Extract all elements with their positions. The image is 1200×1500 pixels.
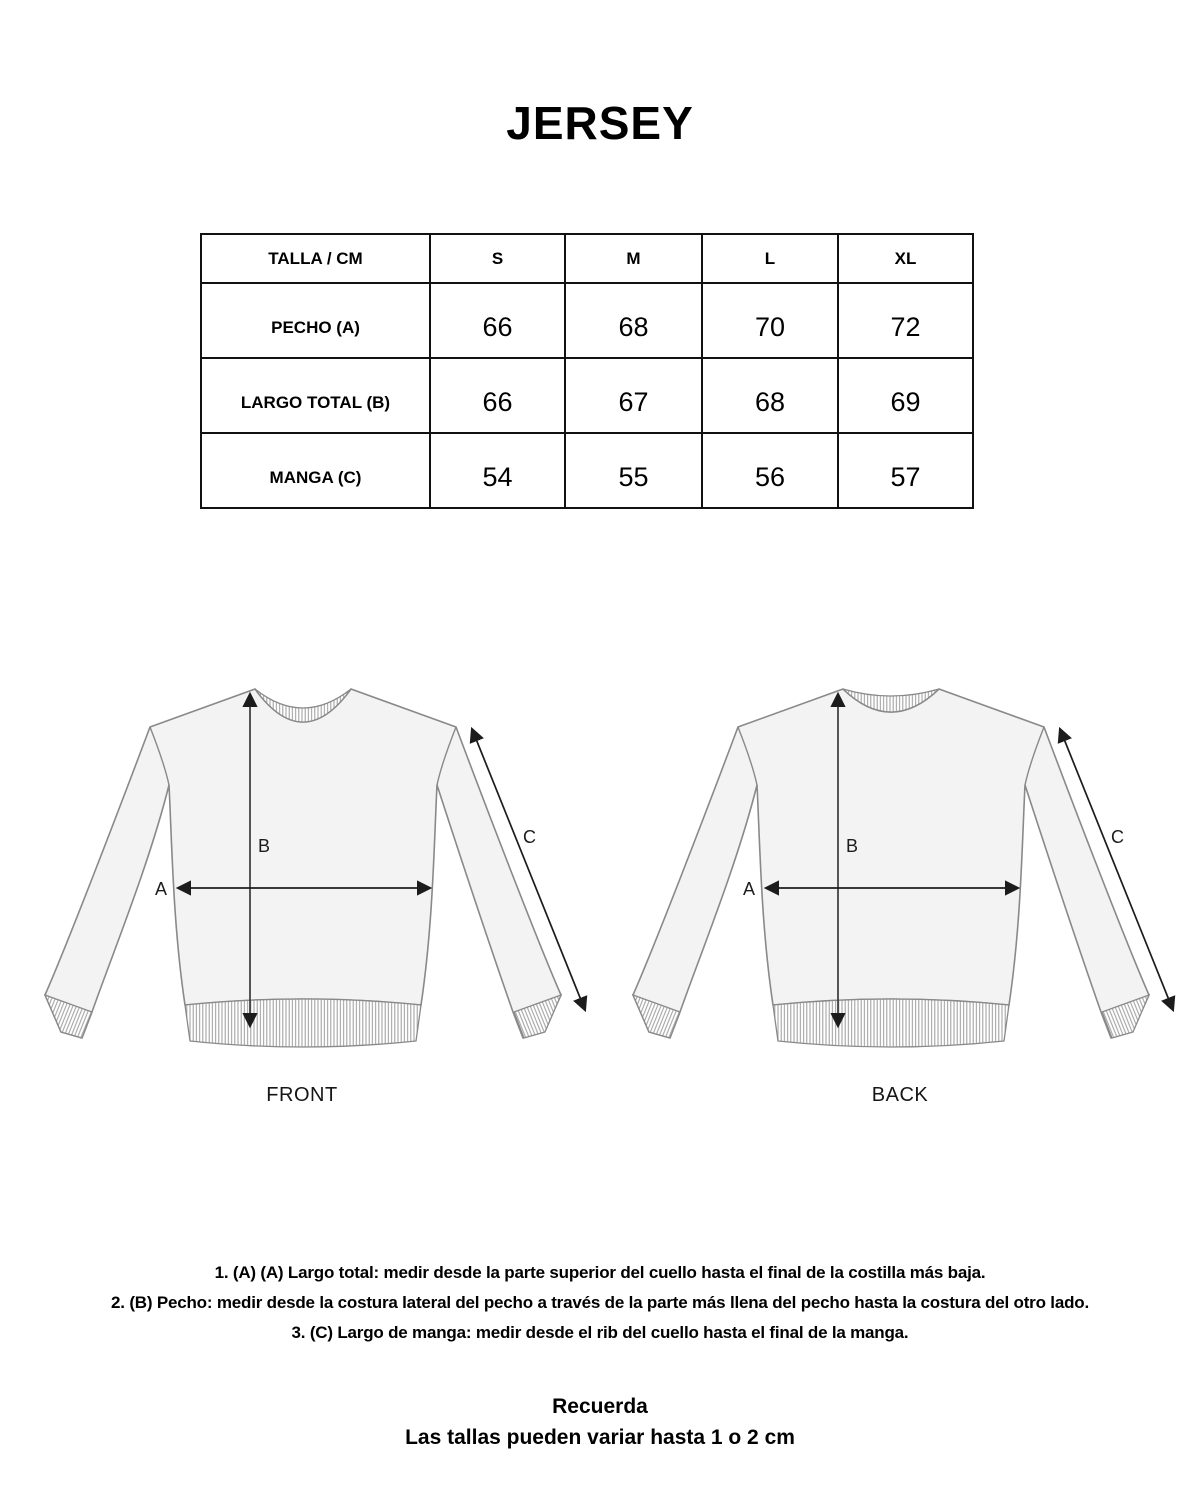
- header-talla-cm: TALLA / CM: [201, 234, 430, 283]
- cell-value: 55: [565, 433, 702, 508]
- table-header-row: [201, 234, 973, 283]
- cell-value: 67: [565, 358, 702, 433]
- table-row: [201, 283, 973, 358]
- sweater-back-diagram: [610, 675, 1190, 1125]
- arrow-label-a: A: [742, 879, 756, 899]
- header-size-xl: XL: [838, 234, 973, 283]
- reminder-block: [0, 1391, 1200, 1453]
- page-title: JERSEY: [506, 97, 694, 149]
- sweater-front-diagram: [22, 675, 602, 1125]
- hem-rib-hatch: [185, 999, 421, 1047]
- arrow-label-c: C: [1111, 827, 1124, 847]
- cell-value: 72: [838, 283, 973, 358]
- measurement-notes: [0, 1258, 1200, 1348]
- table-row: [201, 433, 973, 508]
- note-line: 3. (C) Largo de manga: medir desde el rib del cuello hasta el final de la manga.: [291, 1323, 909, 1342]
- header-size-m: M: [565, 234, 702, 283]
- cell-value: 68: [565, 283, 702, 358]
- row-label-manga: MANGA (C): [201, 433, 430, 508]
- row-label-largo-total: LARGO TOTAL (B): [201, 358, 430, 433]
- cell-value: 70: [702, 283, 838, 358]
- reminder-text: Las tallas pueden variar hasta 1 o 2 cm: [405, 1426, 795, 1449]
- cell-value: 56: [702, 433, 838, 508]
- cell-value: 69: [838, 358, 973, 433]
- front-view-label: FRONT: [266, 1084, 338, 1106]
- reminder-title: Recuerda: [552, 1395, 648, 1418]
- hem-rib-hatch: [773, 999, 1009, 1047]
- arrow-label-c: C: [523, 827, 536, 847]
- cell-value: 66: [430, 358, 565, 433]
- back-view-label: BACK: [871, 1084, 929, 1106]
- header-size-s: S: [430, 234, 565, 283]
- sweater-back-silhouette: [633, 689, 1149, 1038]
- arrow-label-b: B: [846, 836, 859, 856]
- size-table: [200, 233, 974, 509]
- cell-value: 68: [702, 358, 838, 433]
- cell-value: 54: [430, 433, 565, 508]
- note-line: 2. (B) Pecho: medir desde la costura lateral del pecho a través de la parte más llena del pecho hasta la costura del otro lado.: [111, 1293, 1089, 1312]
- cell-value: 57: [838, 433, 973, 508]
- cell-value: 66: [430, 283, 565, 358]
- note-line: 1. (A) (A) Largo total: medir desde la parte superior del cuello hasta el final de la costilla más baja.: [214, 1263, 986, 1282]
- sweater-front-silhouette: [45, 689, 561, 1038]
- arrow-label-b: B: [258, 836, 271, 856]
- header-size-l: L: [702, 234, 838, 283]
- arrow-label-a: A: [154, 879, 168, 899]
- row-label-pecho: PECHO (A): [201, 283, 430, 358]
- table-row: [201, 358, 973, 433]
